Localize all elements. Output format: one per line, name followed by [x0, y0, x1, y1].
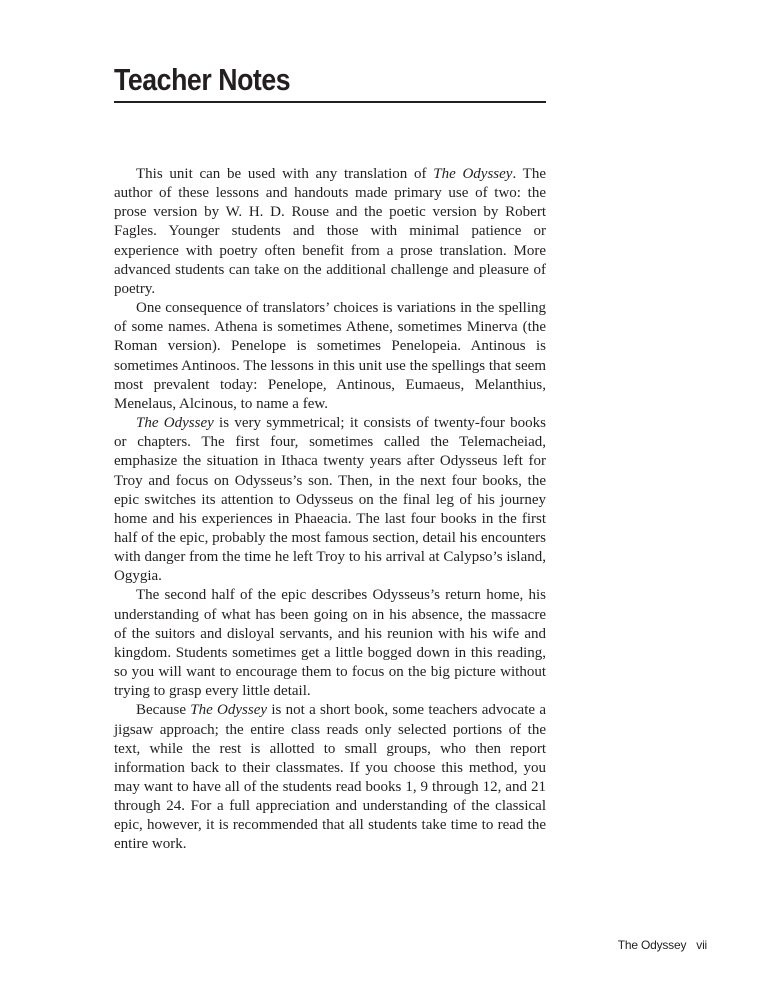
footer-book-title: The Odyssey	[617, 938, 687, 952]
book-title-italic: The Odyssey	[433, 166, 513, 182]
text-segment: is not a short book, some teachers advocate a jigsaw approach; the entire class reads only selected portions of the text, while the rest is allotted to small groups, who then report information back to their classmates. If you choose this method, you may want to have all of the students read books 1, 9 through 12, and 21 through 24. For a full appreciation and understanding of the classical epic, however, it is recommended that all students take time to read the entire work.	[114, 702, 546, 853]
paragraph	[114, 414, 546, 586]
text-segment: One consequence of translators’ choices is variations in the spelling of some names. Athena is sometimes Athene, sometimes Minerva (the Roman version). Penelope is sometimes Penelopeia. Antinous is sometimes Antinoos. The lessons in this unit use the spellings that seem most prevalent today: Penelope, Antinous, Eumaeus, Melanthius, Menelaus, Alcinous, to name a few.	[114, 300, 546, 412]
page-footer	[618, 938, 707, 952]
paragraph	[114, 586, 546, 701]
page-number: vii	[696, 938, 707, 952]
text-segment: is very symmetrical; it consists of twenty-four books or chapters. The first four, sometimes called the Telemacheiad, emphasize the situation in Ithaca twenty years after Odysseus left for Troy and focus on Odysseus’s son. Then, in the next four books, the epic switches its attention to Odysseus on the final leg of his journey home and his experiences in Phaeacia. The last four books in the first half of the epic, probably the most famous section, detail his encounters with danger from the time he left Troy to his arrival at Calypso’s island, Ogygia.	[114, 415, 546, 585]
paragraph	[114, 299, 546, 414]
paragraph	[114, 701, 546, 854]
body-text	[114, 165, 546, 855]
book-title-italic: The Odyssey	[190, 702, 268, 719]
title-rule	[114, 101, 546, 103]
book-title-italic: The Odyssey	[136, 415, 214, 432]
text-segment: This unit can be used with any translation of	[136, 166, 434, 182]
text-segment: The second half of the epic describes Odysseus’s return home, his understanding of what has been going on in his absence, the massacre of the suitors and disloyal servants, and his reunion with his wife and kingdom. Students sometimes get a little bogged down in this reading, so you will want to encourage them to focus on the big picture without trying to grasp every little detail.	[114, 587, 546, 700]
text-segment: Because	[136, 702, 191, 719]
page-title: Teacher Notes	[114, 62, 291, 97]
text-segment: . The author of these lessons and handouts made primary use of two: the prose version by W. H. D. Rouse and the poetic version by Robert Fagles. Younger students and those with minimal patience or experience with poetry often benefit from a prose translation. More advanced students can take on the additional challenge and pleasure of poetry.	[114, 166, 546, 297]
paragraph	[114, 165, 546, 299]
